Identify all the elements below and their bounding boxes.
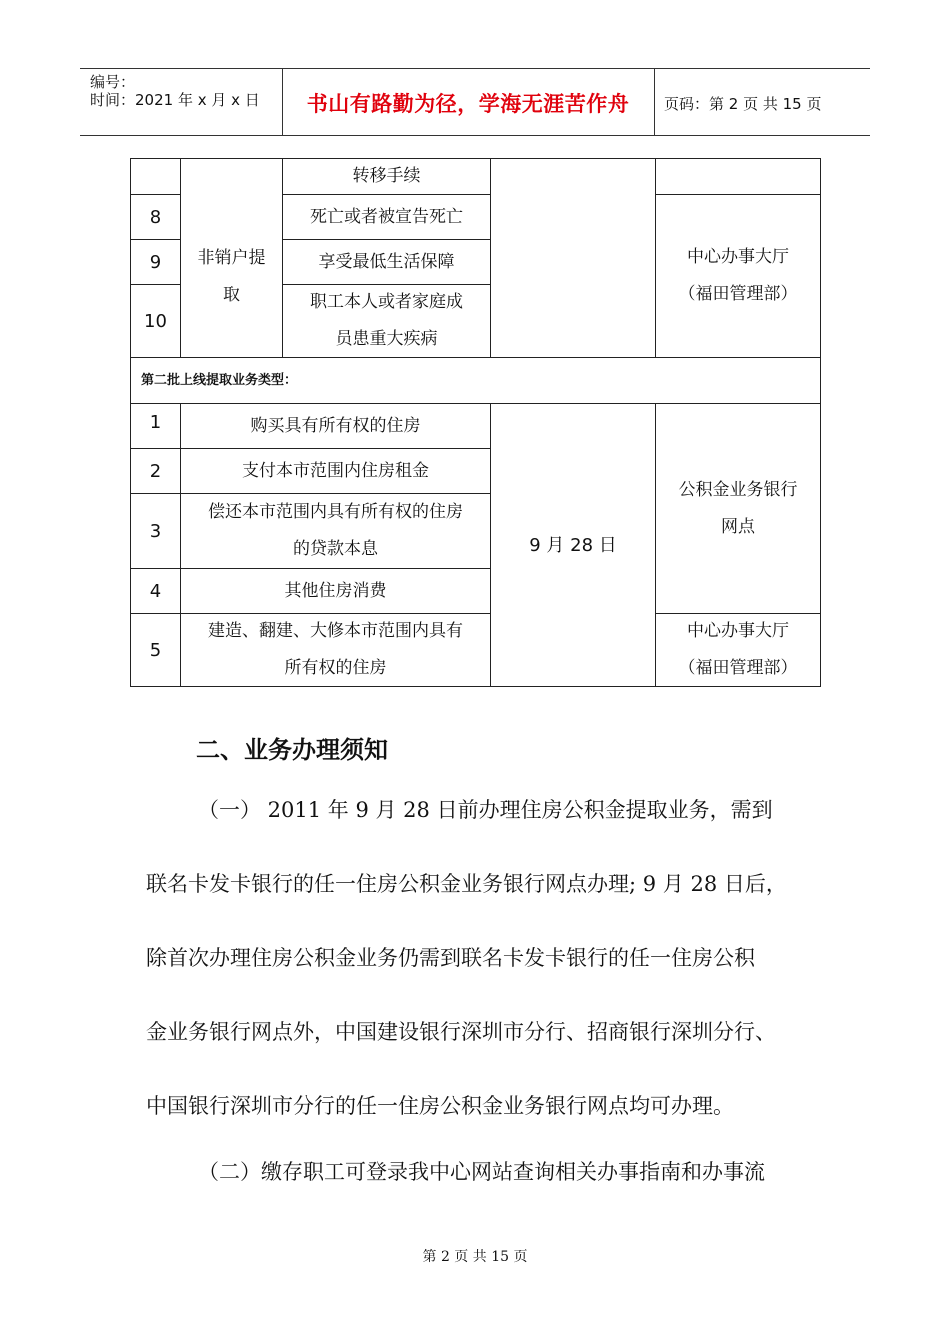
paragraph-2 [146, 1144, 826, 1218]
header-bottom-border [80, 135, 870, 136]
paragraph-line: 金业务银行网点外，中国建设银行深圳市分行、招商银行深圳分行、 [146, 1020, 776, 1044]
header-motto: 书山有路勤为径，学海无涯苦作舟 [306, 92, 630, 116]
header-time-label: 时间：2021 年 x 月 x 日 [90, 91, 260, 109]
table-cell-num-9 [130, 239, 181, 285]
row-text: 购买具有所有权的住房 [250, 415, 421, 436]
header-divider-right [654, 69, 655, 135]
paragraph-1 [146, 782, 826, 1152]
table-cell-num-4 [130, 568, 181, 614]
page-footer: 第 2 页 共 15 页 [422, 1249, 528, 1265]
paragraph-line: 除首次办理住房公积金业务仍需到联名卡发卡银行的任一住房公积 [146, 946, 755, 970]
row-text-line1: 偿还本市范围内具有所有权的住房 [208, 502, 463, 522]
row-number: 8 [149, 206, 162, 228]
row-number: 1 [149, 412, 162, 433]
table-cell-num-3 [130, 493, 181, 569]
table-cell-num-5 [130, 613, 181, 687]
table-cell-center-location [655, 613, 821, 687]
header-number-label: 编号： [90, 73, 136, 91]
location-line1: 公积金业务银行 [678, 479, 798, 500]
row-number: 3 [149, 520, 162, 542]
table-cell-empty-num [130, 158, 181, 195]
table-cell-continued-text [282, 158, 491, 195]
row-number: 4 [149, 580, 162, 602]
category-line1: 非销户提 [197, 248, 266, 268]
location-line1: 中心办事大厅 [687, 247, 789, 267]
section-heading: 二、业务办理须知 [196, 736, 388, 764]
row-text: 死亡或者被宣告死亡 [310, 206, 463, 227]
category-line2: 取 [223, 285, 240, 305]
table-cell-num-10 [130, 284, 181, 358]
row-text-line1: 建造、翻建、大修本市范围内具有 [208, 621, 463, 641]
table-cell-text-1 [180, 403, 491, 449]
table-cell-text-9 [282, 239, 491, 285]
paragraph-line: 联名卡发卡银行的任一住房公积金业务银行网点办理; 9 月 28 日后， [146, 872, 787, 896]
header-top-border [80, 68, 870, 69]
table-cell-category [180, 158, 283, 358]
table-cell-text-8 [282, 194, 491, 240]
table-cell-text-2 [180, 448, 491, 494]
paragraph-line: （二）缴存职工可登录我中心网站查询相关办事指南和办事流 [198, 1160, 765, 1184]
paragraph-line: （一） 2011 年 9 月 28 日前办理住房公积金提取业务，需到 [198, 798, 773, 822]
table-cell-num-2 [130, 448, 181, 494]
row-number: 5 [149, 639, 162, 661]
location-line2: （福田管理部） [678, 658, 798, 678]
table-cell-date-top-empty [490, 158, 656, 358]
row-text: 享受最低生活保障 [318, 251, 455, 272]
table-cell-text-5 [180, 613, 491, 687]
continued-text: 转移手续 [352, 166, 421, 186]
row-number: 2 [149, 460, 162, 482]
location-line1: 中心办事大厅 [687, 621, 789, 641]
section-title-text: 第二批上线提取业务类型： [141, 373, 298, 388]
location-line2: （福田管理部） [678, 284, 798, 304]
row-text: 支付本市范围内住房租金 [242, 460, 429, 481]
table-cell-bank-location [655, 403, 821, 614]
table-cell-text-3 [180, 493, 491, 569]
table-cell-text-4 [180, 568, 491, 614]
row-text-line1: 职工本人或者家庭成 [310, 292, 463, 312]
row-number: 10 [144, 310, 167, 332]
table-cell-num-8 [130, 194, 181, 240]
table-cell-empty-location-top [655, 158, 821, 195]
header-page-info: 页码：第 2 页 共 15 页 [664, 95, 822, 113]
row-text-line2: 的贷款本息 [293, 539, 378, 559]
table-cell-text-10 [282, 284, 491, 358]
row-text-line2: 员患重大疾病 [335, 329, 438, 349]
table-cell-num-1 [130, 403, 181, 449]
launch-date: 9 月 28 日 [529, 534, 617, 556]
row-text-line2: 所有权的住房 [284, 658, 387, 678]
row-text: 其他住房消费 [284, 580, 387, 601]
table-cell-location-center [655, 194, 821, 358]
row-number: 9 [149, 251, 162, 273]
paragraph-line: 中国银行深圳市分行的任一住房公积金业务银行网点均可办理。 [146, 1094, 734, 1118]
table-cell-date [490, 403, 656, 687]
table-section-title [130, 357, 821, 404]
location-line2: 网点 [721, 516, 755, 537]
